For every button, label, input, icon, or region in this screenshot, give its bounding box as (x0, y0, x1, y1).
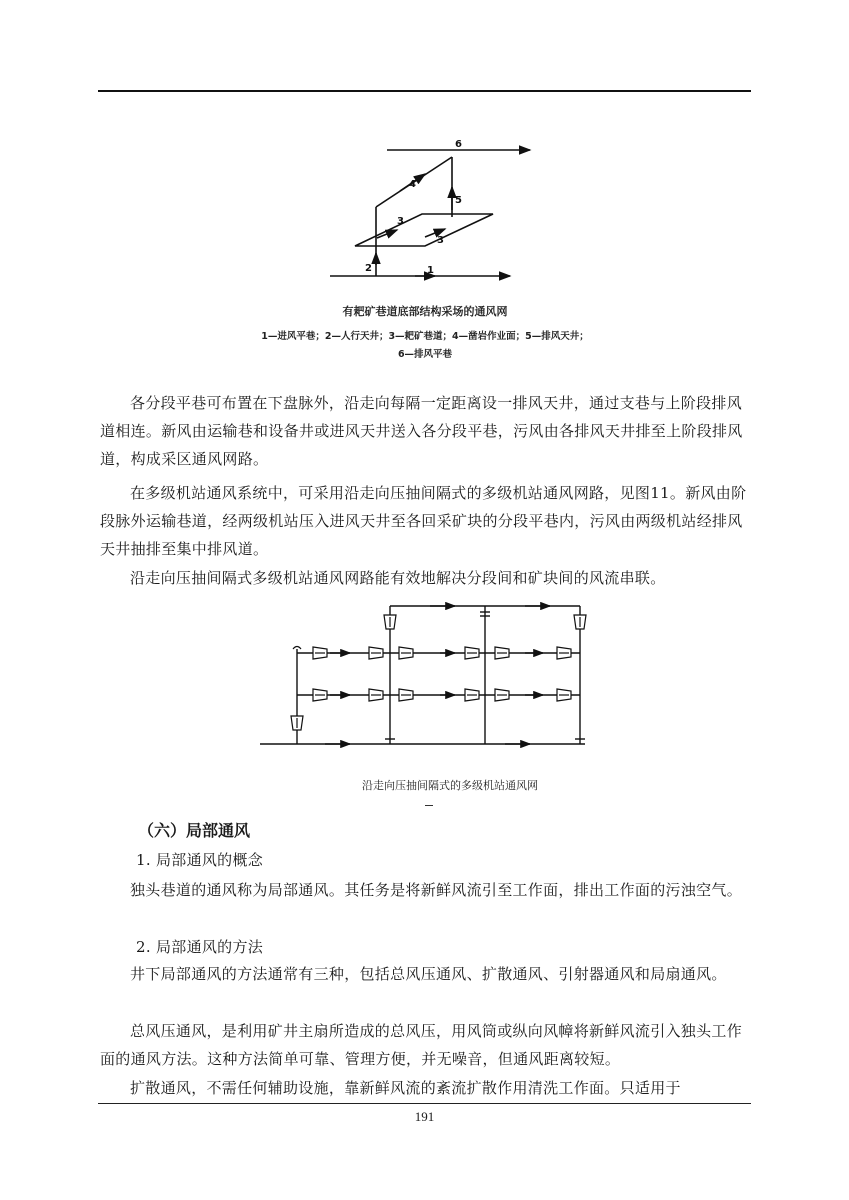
label-3a: 3 (397, 216, 404, 227)
paragraph-1: 各分段平巷可布置在下盘脉外，沿走向每隔一定距离设一排风天井，通过支巷与上阶段排风道相连。新风由运输巷和设备井或进风天井送入各分段平巷，污风由各排风天井排至上阶段排风道，构成采区通风网路。 (100, 394, 743, 468)
separator-dash (425, 805, 433, 806)
fan-station-icon (495, 689, 509, 701)
figure-2-caption: 沿走向压抽间隔式的多级机站通风网 (362, 779, 538, 792)
paragraph-2: 在多级机站通风系统中，可采用沿走向压抽间隔式的多级机站通风网路，见图11。新风由阶段脉外运输巷道，经两级机站压入进风天井至各回采矿块的分段平巷内，污风由两级机站经排风天井抽排至集中排风道。 (100, 484, 747, 558)
fan-station-icon (465, 689, 479, 701)
label-4: 4 (409, 179, 416, 190)
paragraph-total-pressure: 总风压通风，是利用矿井主扇所造成的总风压，用风筒或纵向风幛将新鲜风流引入独头工作面的通风方法。这种方法简单可靠、管理方便，并无噪音，但通风距离较短。 (100, 1022, 743, 1068)
fan-station-icon (313, 647, 327, 659)
figure-1-caption: 有耙矿巷道底部结构采场的通风网 (342, 305, 508, 318)
page-number: 191 (414, 1109, 435, 1124)
multi-stage-fan-station-network-diagram (255, 598, 595, 750)
fan-station-icon (384, 615, 396, 629)
label-1: 1 (427, 265, 434, 276)
fan-station-icon (465, 647, 479, 659)
figure-1-legend (225, 328, 625, 364)
label-2: 2 (365, 263, 372, 274)
fan-station-icon (399, 689, 413, 701)
label-6: 6 (455, 139, 462, 150)
fan-station-icon (495, 647, 509, 659)
legend-line-1: 1—进风平巷；2—人行天井；3—耙矿巷道；4—凿岩作业面；5—排风天井； (261, 331, 589, 342)
paragraph-concept: 独头巷道的通风称为局部通风。其任务是将新鲜风流引至工作面，排出工作面的污浊空气。 (130, 881, 743, 899)
fan-station-icon (369, 689, 383, 701)
ventilation-network-diagram-1 (325, 135, 535, 285)
paragraph-diffusion: 扩散通风，不需任何辅助设施，靠新鲜风流的紊流扩散作用清洗工作面。只适用于 (130, 1079, 681, 1097)
label-5: 5 (455, 195, 462, 206)
fan-station-icon (557, 647, 571, 659)
fan-station-icon (557, 689, 571, 701)
footer-rule (98, 1103, 751, 1104)
fan-station-icon (313, 689, 327, 701)
paragraph-3: 沿走向压抽间隔式多级机站通风网路能有效地解决分段间和矿块间的风流串联。 (130, 569, 666, 587)
subheading-2: 2. 局部通风的方法 (136, 938, 264, 956)
fan-station-icon (574, 615, 586, 629)
fan-station-icon (399, 647, 413, 659)
section-title: （六）局部通风 (138, 821, 251, 840)
subheading-1: 1. 局部通风的概念 (136, 851, 264, 869)
fan-station-icon (291, 716, 303, 730)
label-3b: 3 (437, 235, 444, 246)
fan-station-icon (369, 647, 383, 659)
legend-line-2: 6—排风平巷 (397, 349, 453, 360)
paragraph-methods: 井下局部通风的方法通常有三种，包括总风压通风、扩散通风、引射器通风和局扇通风。 (130, 965, 727, 983)
header-rule (98, 90, 751, 92)
